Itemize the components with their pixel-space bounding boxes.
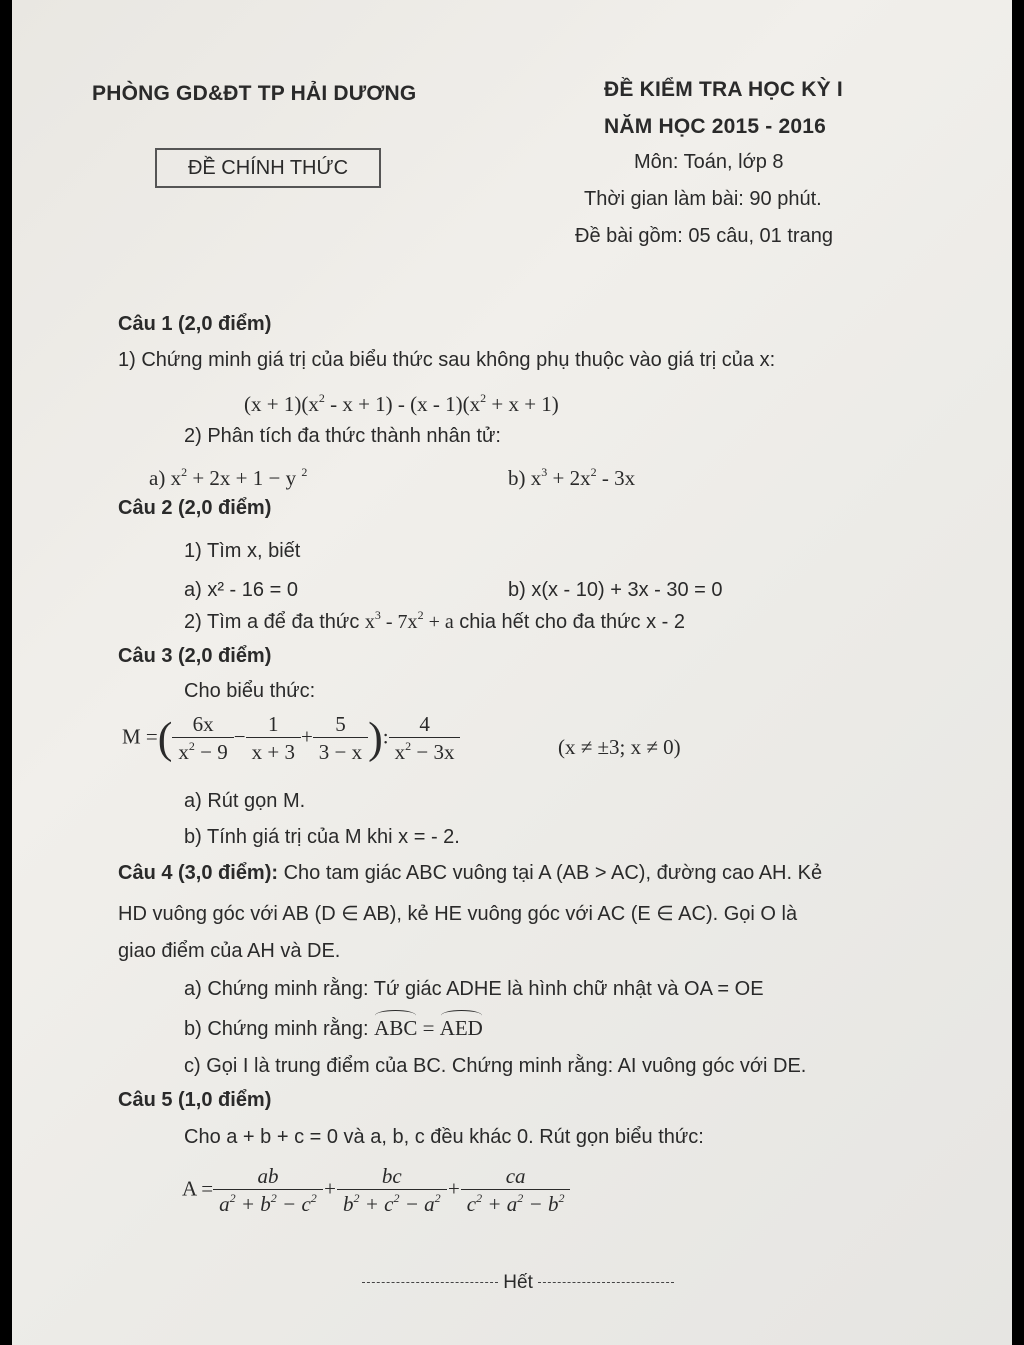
q2-part1: 1) Tìm x, biết xyxy=(184,540,301,562)
q2-part2 xyxy=(184,608,686,634)
composition: Đề bài gồm: 05 câu, 01 trang xyxy=(575,225,833,247)
end-text: Hết xyxy=(503,1272,533,1293)
q4-line2: HD vuông góc với AB (D ∈ AB), kẻ HE vuông góc với AC (E ∈ AC). Gọi O là xyxy=(118,903,798,925)
q1-expression: $(x + 1)(x^2 - x + 1) - (x - 1)(x^2 + x + 1)$ xyxy=(244,391,559,416)
q4-b-prefix: b) Chứng minh rằng: xyxy=(184,1018,375,1040)
q2-1b: b) x(x - 10) + 3x - 30 = 0 xyxy=(508,579,723,601)
q3-expression-M: M =( $\frac{6x}{x^2 - 9}$ − $\frac{1}{x + 3}$ + $\frac{5}{3 - x}$ ): $\frac{4}{x^2 - 3x}$ xyxy=(122,712,460,765)
q3-b: b) Tính giá trị của M khi x = - 2. xyxy=(184,826,460,848)
end-line xyxy=(362,1272,674,1294)
q4-c: c) Gọi I là trung điểm của BC. Chứng minh rằng: AI vuông góc với DE. xyxy=(184,1055,807,1077)
department-name: PHÒNG GD&ĐT TP HẢI DƯƠNG xyxy=(92,82,417,105)
q3-condition: (x ≠ ±3; x ≠ 0) xyxy=(558,735,681,759)
q4-line1 xyxy=(118,862,822,885)
q4-angle-equation: ABC = AED xyxy=(374,1016,483,1040)
q5-intro: Cho a + b + c = 0 và a, b, c đều khác 0. Rút gọn biểu thức: xyxy=(184,1126,704,1148)
q1-2a: a) $x^2 + 2x + 1 - y$ $^2$ xyxy=(149,465,308,490)
q1-2b: b) $x^3 + 2x^2 - 3x$ xyxy=(508,465,636,490)
q5-expression-A: A = $\frac{ab}{a^2 + b^2 - c^2}$ + $\frac{bc}{b^2 + c^2 - a^2}$ + $\frac{ca}{c^2 + a^2 - b^2}$ xyxy=(182,1164,570,1217)
q2-polynomial: $x^3 - 7x^2 + a$ xyxy=(364,608,454,633)
q4-b xyxy=(184,1016,483,1041)
q4-text1: Cho tam giác ABC vuông tại A (AB > AC), đường cao AH. Kẻ xyxy=(278,862,823,884)
q4-title: Câu 4 (3,0 điểm): xyxy=(118,862,279,884)
exam-paper xyxy=(12,0,1012,1345)
q1-part2: 2) Phân tích đa thức thành nhân tử: xyxy=(184,425,501,447)
q1-title: Câu 1 (2,0 điểm) xyxy=(118,313,272,335)
q2-part2-prefix: 2) Tìm a để đa thức xyxy=(184,611,365,633)
q4-a: a) Chứng minh rằng: Tứ giác ADHE là hình chữ nhật và OA = OE xyxy=(184,978,764,1000)
q2-title: Câu 2 (2,0 điểm) xyxy=(118,497,272,519)
q2-part2-suffix: chia hết cho đa thức x - 2 xyxy=(453,611,686,633)
school-year: NĂM HỌC 2015 - 2016 xyxy=(604,115,827,138)
q5-title: Câu 5 (1,0 điểm) xyxy=(118,1089,272,1111)
q3-title: Câu 3 (2,0 điểm) xyxy=(118,645,272,667)
duration: Thời gian làm bài: 90 phút. xyxy=(584,188,822,210)
end-dash-right xyxy=(538,1282,674,1283)
q1-part1: 1) Chứng minh giá trị của biểu thức sau không phụ thuộc vào giá trị của x: xyxy=(118,349,776,371)
end-dash-left xyxy=(362,1282,498,1283)
subject: Môn: Toán, lớp 8 xyxy=(634,151,784,173)
official-label-box xyxy=(155,148,381,188)
exam-title: ĐỀ KIỂM TRA HỌC KỲ I xyxy=(604,78,843,101)
official-label: ĐỀ CHÍNH THỨC xyxy=(187,157,349,179)
q4-line3: giao điểm của AH và DE. xyxy=(118,940,341,962)
q2-1a: a) x² - 16 = 0 xyxy=(184,579,298,601)
q3-a: a) Rút gọn M. xyxy=(184,790,306,812)
q3-intro: Cho biểu thức: xyxy=(184,680,316,702)
